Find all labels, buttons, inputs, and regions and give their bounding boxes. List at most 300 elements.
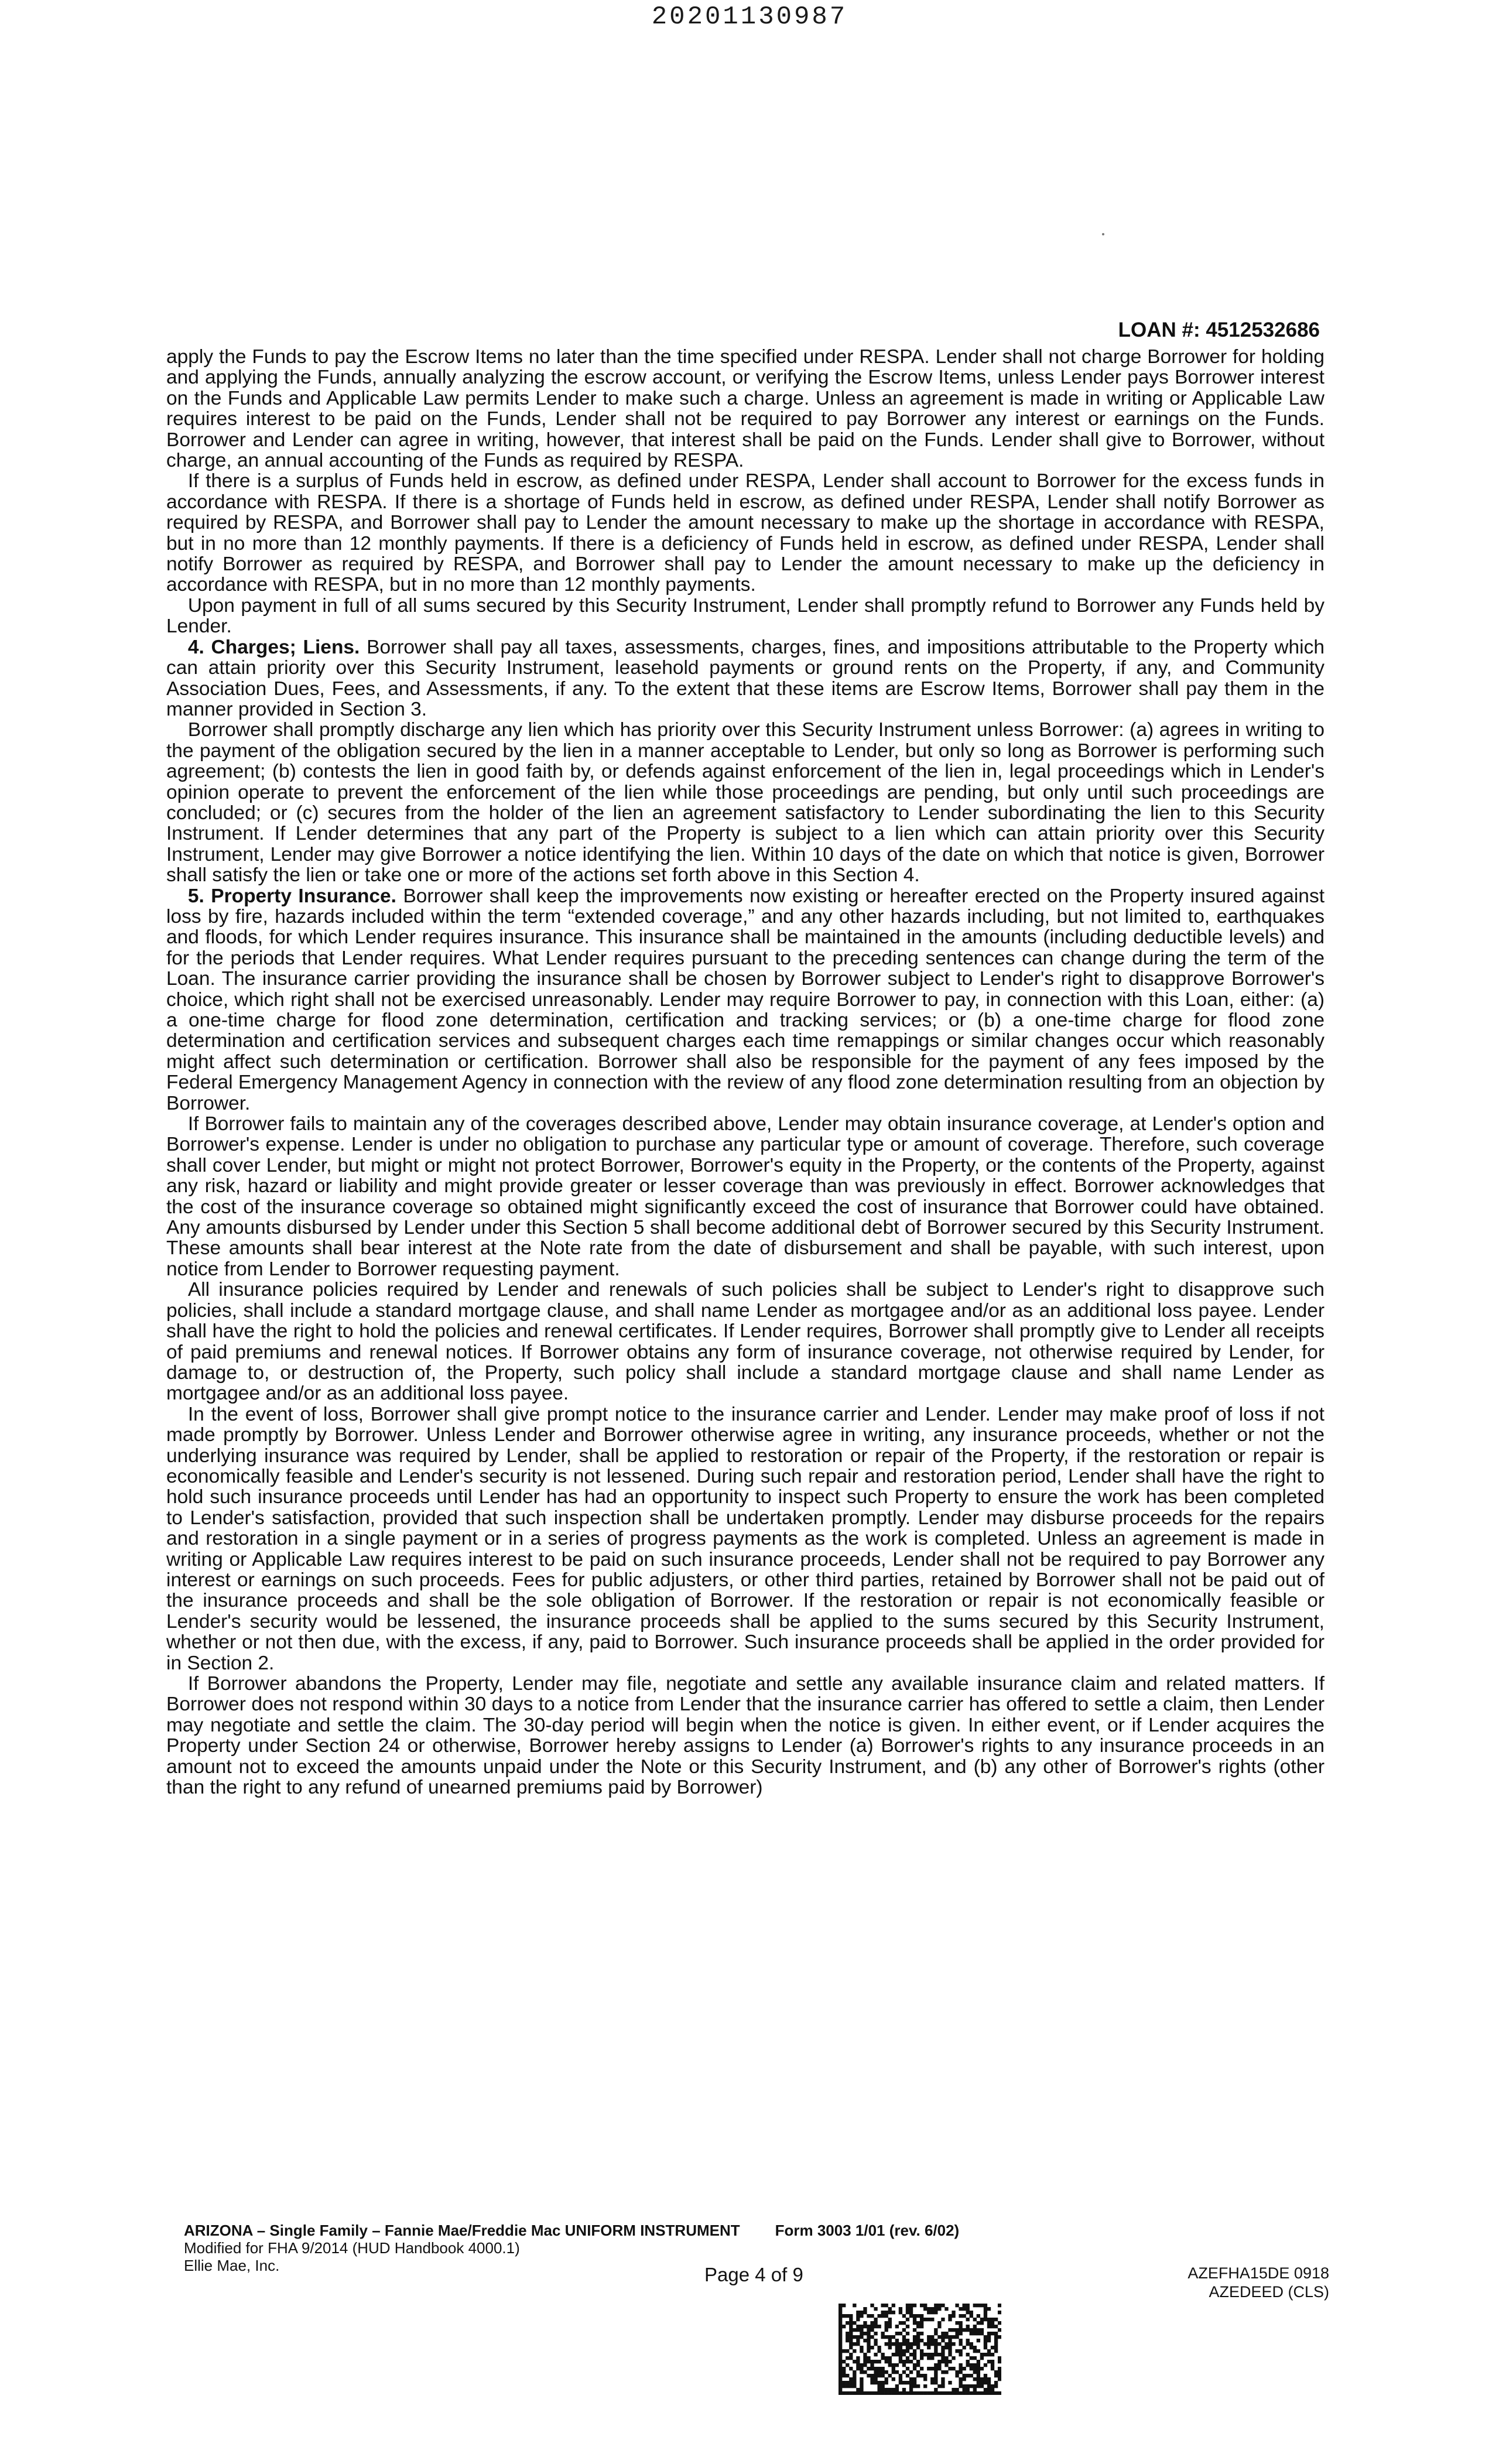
barcode-module	[937, 2335, 941, 2339]
barcode-module	[913, 2356, 916, 2360]
barcode-module	[899, 2360, 902, 2363]
barcode-module	[892, 2388, 895, 2391]
barcode-module	[920, 2314, 923, 2318]
barcode-module	[934, 2374, 937, 2377]
barcode-module	[839, 2311, 842, 2314]
barcode-module	[963, 2384, 966, 2388]
document-number: 20201130987	[651, 2, 848, 32]
barcode-module	[856, 2318, 860, 2321]
barcode-module	[863, 2321, 867, 2325]
barcode-module	[839, 2321, 842, 2325]
barcode-module	[863, 2391, 867, 2395]
scan-speck	[1102, 233, 1104, 235]
barcode-module	[998, 2360, 1001, 2363]
barcode-module	[973, 2367, 977, 2370]
barcode-module	[937, 2391, 941, 2395]
barcode-module	[944, 2346, 948, 2349]
barcode-module	[991, 2367, 994, 2370]
barcode-module	[966, 2353, 970, 2356]
barcode-module	[874, 2325, 877, 2328]
barcode-module	[867, 2391, 870, 2395]
page-number: Page 4 of 9	[704, 2264, 803, 2285]
barcode-module	[941, 2304, 944, 2307]
barcode-module	[994, 2381, 998, 2384]
barcode-module	[849, 2321, 853, 2325]
barcode-module	[934, 2304, 937, 2307]
barcode-module	[934, 2353, 937, 2356]
barcode-module	[948, 2367, 952, 2370]
barcode-module	[977, 2377, 980, 2381]
barcode-module	[977, 2381, 980, 2384]
barcode-module	[955, 2349, 959, 2353]
barcode-module	[916, 2325, 920, 2328]
barcode-module	[899, 2332, 902, 2335]
barcode-module	[839, 2388, 842, 2391]
barcode-module	[877, 2374, 881, 2377]
barcode-module	[877, 2388, 881, 2391]
barcode-module	[955, 2335, 959, 2339]
barcode-module	[846, 2339, 849, 2342]
barcode-module	[888, 2360, 892, 2363]
barcode-module	[987, 2339, 991, 2342]
barcode-module	[920, 2325, 923, 2328]
loan-label: LOAN #:	[1118, 319, 1200, 341]
barcode-module	[984, 2314, 987, 2318]
barcode-module	[839, 2307, 842, 2311]
barcode-module	[856, 2311, 860, 2314]
paragraph-coverage-failure: If Borrower fails to maintain any of the coverages described above, Lender may obtain insurance coverage, at Lender's option and Borrower's expense. Lender is under no obligation to purchase any particular type or amount of coverage. Therefore, such coverage shall cover Lender, but might or might not protect Borrower, Borrower's equity in the Property, or the contents of the Property, against any risk, hazard or liability and might provide greater or lesser coverage than was previously in effect. Borrower acknowledges that the cost of the insurance coverage so obtained might significantly exceed the cost of insurance that Borrower could have obtained. Any amounts disbursed by Lender under this Section 5 shall become additional debt of Borrower secured by this Security Instrument. These amounts shall bear interest at the Note rate from the date of disbursement and shall be payable, with such interest, upon notice from Lender to Borrower requesting payment.	[166, 1113, 1325, 1280]
barcode-module	[867, 2335, 870, 2339]
barcode-module	[906, 2381, 909, 2384]
barcode-module	[839, 2374, 842, 2377]
barcode-module	[955, 2374, 959, 2377]
barcode-module	[860, 2314, 863, 2318]
barcode-module	[994, 2339, 998, 2342]
paragraph-insurance-policies: All insurance policies required by Lender and renewals of such policies shall be subject to Lender's right to disapprove such policies, shall include a standard mortgage clause, and shall name Lender as mortgagee and/or as an additional loss payee. Lender shall have the right to hold the policies and renewal certificates. If Lender requires, Borrower shall promptly give to Lender all receipts of paid premiums and renewal notices. If Borrower obtains any form of insurance coverage, not otherwise required by Lender, for damage to, or destruction of, the Property, such policy shall include a standard mortgage clause and shall name Lender as mortgagee and/or as an additional loss payee.	[166, 1279, 1325, 1405]
barcode-module	[913, 2384, 916, 2388]
barcode-module	[874, 2360, 877, 2363]
barcode-module	[927, 2339, 930, 2342]
barcode-module	[874, 2321, 877, 2325]
barcode-module	[874, 2353, 877, 2356]
barcode-module	[856, 2388, 860, 2391]
barcode-module	[885, 2304, 888, 2307]
barcode-module	[927, 2335, 930, 2339]
barcode-module	[909, 2311, 913, 2314]
barcode-module	[870, 2304, 874, 2307]
barcode-module	[941, 2346, 944, 2349]
barcode-module	[916, 2391, 920, 2395]
footer-company: Ellie Mae, Inc.	[184, 2257, 280, 2274]
barcode-module	[913, 2391, 916, 2395]
barcode-module	[906, 2325, 909, 2328]
barcode-module	[902, 2328, 906, 2332]
barcode-module	[959, 2328, 962, 2332]
barcode-module	[963, 2307, 966, 2311]
barcode-module	[895, 2391, 899, 2395]
barcode-module	[863, 2307, 867, 2311]
barcode-module	[959, 2367, 962, 2370]
barcode-module	[959, 2332, 962, 2335]
barcode-module	[977, 2370, 980, 2374]
barcode-module	[984, 2342, 987, 2346]
barcode-module	[839, 2367, 842, 2370]
barcode-module	[892, 2370, 895, 2374]
barcode-module	[853, 2360, 856, 2363]
barcode-module	[902, 2349, 906, 2353]
barcode-module	[881, 2304, 885, 2307]
barcode-module	[856, 2360, 860, 2363]
barcode-module	[902, 2353, 906, 2356]
barcode-module	[970, 2311, 973, 2314]
paragraph-funds-application: apply the Funds to pay the Escrow Items no later than the time specified under RESPA. Lender shall not charge Borrower for holding and applying the Funds, annually analyzing the escrow account, or verifying the Escrow Items, unless Lender pays Borrower interest on the Funds and Applicable Law permits Lender to make such a charge. Unless an agreement is made in writing or Applicable Law requires interest to be paid on the Funds, Lender shall not be required to pay Borrower any interest or earnings on the Funds. Borrower and Lender can agree in writing, however, that interest shall be paid on the Funds. Lender shall give to Borrower, without charge, an annual accounting of the Funds as required by RESPA.	[166, 346, 1325, 472]
barcode-module	[849, 2318, 853, 2321]
barcode-module	[944, 2363, 948, 2367]
barcode-module	[867, 2360, 870, 2363]
barcode-module	[948, 2314, 952, 2318]
barcode-module	[839, 2325, 842, 2328]
barcode-module	[902, 2391, 906, 2395]
barcode-module	[877, 2381, 881, 2384]
barcode-module	[984, 2346, 987, 2349]
barcode-module	[906, 2311, 909, 2314]
barcode-module	[892, 2311, 895, 2314]
barcode-module	[842, 2381, 846, 2384]
barcode-module	[987, 2384, 991, 2388]
barcode-module	[913, 2367, 916, 2370]
barcode-module	[984, 2318, 987, 2321]
barcode-module	[977, 2374, 980, 2377]
barcode-module	[952, 2342, 955, 2346]
barcode-module	[966, 2391, 970, 2395]
barcode-module	[856, 2325, 860, 2328]
barcode-module	[909, 2391, 913, 2395]
barcode-module	[885, 2388, 888, 2391]
barcode-module	[973, 2384, 977, 2388]
barcode-module	[977, 2391, 980, 2395]
barcode-module	[892, 2391, 895, 2395]
section-4-paragraph	[166, 637, 1325, 720]
barcode-module	[973, 2377, 977, 2381]
barcode-module	[948, 2318, 952, 2321]
barcode-module	[963, 2367, 966, 2370]
barcode-module	[870, 2346, 874, 2349]
barcode-module	[860, 2381, 863, 2384]
barcode-module	[853, 2335, 856, 2339]
barcode-module	[895, 2332, 899, 2335]
barcode-module	[867, 2356, 870, 2360]
barcode-module	[874, 2332, 877, 2335]
barcode-module	[941, 2339, 944, 2342]
barcode-module	[877, 2391, 881, 2395]
barcode-module	[930, 2307, 934, 2311]
barcode-module	[998, 2311, 1001, 2314]
barcode-module	[885, 2370, 888, 2374]
barcode-module	[839, 2339, 842, 2342]
barcode-module	[853, 2391, 856, 2395]
barcode-module	[952, 2328, 955, 2332]
barcode-module	[906, 2304, 909, 2307]
barcode-module	[984, 2377, 987, 2381]
barcode-module	[863, 2356, 867, 2360]
barcode-module	[963, 2391, 966, 2395]
barcode-module	[923, 2384, 927, 2388]
barcode-module	[930, 2342, 934, 2346]
barcode-module	[902, 2388, 906, 2391]
barcode-module	[909, 2307, 913, 2311]
barcode-module	[877, 2360, 881, 2363]
barcode-module	[977, 2314, 980, 2318]
barcode-module	[839, 2353, 842, 2356]
barcode-module	[895, 2325, 899, 2328]
barcode-module	[860, 2363, 863, 2367]
barcode-module	[909, 2377, 913, 2381]
barcode-module	[916, 2360, 920, 2363]
barcode-module	[970, 2314, 973, 2318]
barcode-module	[991, 2353, 994, 2356]
barcode-module	[885, 2356, 888, 2360]
barcode-module	[888, 2374, 892, 2377]
barcode-module	[934, 2339, 937, 2342]
barcode-module	[867, 2349, 870, 2353]
barcode-module	[966, 2342, 970, 2346]
barcode-module	[955, 2391, 959, 2395]
barcode-module	[839, 2314, 842, 2318]
footer-instrument: – Single Family – Fannie Mae/Freddie Mac UNIFORM INSTRUMENT	[252, 2222, 740, 2239]
barcode-module	[881, 2374, 885, 2377]
barcode-module	[874, 2391, 877, 2395]
barcode-module	[966, 2325, 970, 2328]
barcode-module	[846, 2321, 849, 2325]
barcode-module	[902, 2370, 906, 2374]
section-4-title: 4. Charges; Liens.	[187, 636, 360, 658]
barcode-module	[870, 2367, 874, 2370]
barcode-module	[895, 2370, 899, 2374]
barcode-module	[984, 2335, 987, 2339]
footer-code-2: AZEDEED (CLS)	[1209, 2283, 1329, 2301]
barcode-module	[885, 2311, 888, 2314]
barcode-module	[937, 2342, 941, 2346]
barcode-module	[870, 2335, 874, 2339]
barcode-module	[966, 2304, 970, 2307]
barcode-module	[941, 2318, 944, 2321]
barcode-module	[937, 2360, 941, 2363]
barcode-module	[941, 2377, 944, 2381]
barcode-module	[998, 2304, 1001, 2307]
barcode-module	[923, 2304, 927, 2307]
barcode-module	[853, 2370, 856, 2374]
barcode-module	[934, 2381, 937, 2384]
barcode-module	[867, 2314, 870, 2318]
barcode-module	[839, 2360, 842, 2363]
barcode-module	[846, 2356, 849, 2360]
barcode-module	[934, 2346, 937, 2349]
barcode-module	[909, 2346, 913, 2349]
barcode-module	[998, 2367, 1001, 2370]
barcode-module	[991, 2391, 994, 2395]
barcode-module	[881, 2388, 885, 2391]
footer-modified: Modified for FHA 9/2014 (HUD Handbook 4000.1)	[184, 2239, 520, 2257]
barcode-module	[955, 2304, 959, 2307]
barcode-module	[863, 2325, 867, 2328]
barcode-module	[998, 2370, 1001, 2374]
barcode-module	[853, 2304, 856, 2307]
barcode-module	[888, 2339, 892, 2342]
barcode-module	[973, 2356, 977, 2360]
barcode-module	[874, 2381, 877, 2384]
barcode-module	[849, 2367, 853, 2370]
barcode-module	[916, 2321, 920, 2325]
barcode-module	[842, 2360, 846, 2363]
barcode-module	[846, 2391, 849, 2395]
barcode-module	[927, 2353, 930, 2356]
barcode-module	[994, 2325, 998, 2328]
barcode-module	[888, 2321, 892, 2325]
barcode-module	[895, 2342, 899, 2346]
barcode-module	[892, 2342, 895, 2346]
barcode-module	[906, 2391, 909, 2395]
barcode-module	[952, 2356, 955, 2360]
barcode-module	[959, 2370, 962, 2374]
barcode-module	[948, 2353, 952, 2356]
barcode-module	[973, 2346, 977, 2349]
barcode-module	[963, 2377, 966, 2381]
barcode-module	[934, 2332, 937, 2335]
barcode-module	[937, 2384, 941, 2388]
barcode-module	[849, 2314, 853, 2318]
barcode-module	[952, 2314, 955, 2318]
barcode-module	[849, 2384, 853, 2388]
barcode-module	[867, 2339, 870, 2342]
barcode-module	[973, 2304, 977, 2307]
barcode-module	[977, 2349, 980, 2353]
section-5-paragraph	[166, 886, 1325, 1114]
barcode-module	[902, 2381, 906, 2384]
barcode-module	[885, 2381, 888, 2384]
barcode-module	[902, 2321, 906, 2325]
barcode-module	[860, 2388, 863, 2391]
barcode-module	[839, 2346, 842, 2349]
barcode-module	[948, 2339, 952, 2342]
barcode-module	[987, 2388, 991, 2391]
barcode-module	[966, 2374, 970, 2377]
barcode-module	[863, 2311, 867, 2314]
barcode-module	[994, 2374, 998, 2377]
barcode-module	[846, 2349, 849, 2353]
barcode-module	[839, 2304, 842, 2307]
barcode-module	[916, 2370, 920, 2374]
barcode-module	[941, 2332, 944, 2335]
barcode-module	[934, 2342, 937, 2346]
barcode-module	[870, 2325, 874, 2328]
barcode-module	[944, 2370, 948, 2374]
barcode-module	[994, 2384, 998, 2388]
barcode-module	[839, 2363, 842, 2367]
barcode-module	[888, 2311, 892, 2314]
barcode-module	[860, 2391, 863, 2395]
section-5-text: Borrower shall keep the improvements now existing or hereafter erected on the Property insured against loss by fire, hazards included within the term “extended coverage,” and any other hazards including, but not limited to, earthquakes and floods, for which Lender requires insurance. This insurance shall be maintained in the amounts (including deductible levels) and for the periods that Lender requires. What Lender requires pursuant to the preceding sentences can change during the term of the Loan. The insurance carrier providing the insurance shall be chosen by Borrower subject to Lender's right to disapprove Borrower's choice, which right shall not be exercised unreasonably. Lender may require Borrower to pay, in connection with this Loan, either: (a) a one-time charge for flood zone determination, certification and tracking services; or (b) a one-time charge for flood zone determination and certification services and subsequent charges each time remappings or similar changes occur which reasonably might affect such determination or certification. Borrower shall also be responsible for the payment of any fees imposed by the Federal Emergency Management Agency in connection with the review of any flood zone determination resulting from an objection by Borrower.	[166, 885, 1325, 1114]
barcode-module	[863, 2353, 867, 2356]
barcode-module	[920, 2304, 923, 2307]
barcode-module	[944, 2332, 948, 2335]
barcode-module	[906, 2367, 909, 2370]
barcode-module	[853, 2321, 856, 2325]
barcode-module	[863, 2360, 867, 2363]
barcode-module	[955, 2321, 959, 2325]
barcode-module	[952, 2335, 955, 2339]
barcode-module	[920, 2318, 923, 2321]
barcode-module	[839, 2377, 842, 2381]
barcode-module	[888, 2346, 892, 2349]
barcode-module	[860, 2325, 863, 2328]
barcode-module	[895, 2353, 899, 2356]
barcode-module	[899, 2356, 902, 2360]
barcode-module	[860, 2332, 863, 2335]
barcode-module	[963, 2346, 966, 2349]
barcode-module	[977, 2360, 980, 2363]
barcode-module	[980, 2381, 984, 2384]
barcode-module	[927, 2346, 930, 2349]
barcode-module	[998, 2356, 1001, 2360]
barcode-module	[930, 2335, 934, 2339]
barcode-module	[877, 2367, 881, 2370]
barcode-module	[839, 2332, 842, 2335]
barcode-module	[994, 2342, 998, 2346]
footer-state: ARIZONA	[184, 2222, 253, 2239]
barcode-module	[874, 2318, 877, 2321]
barcode-module	[970, 2332, 973, 2335]
barcode-module	[973, 2318, 977, 2321]
barcode-module	[941, 2356, 944, 2360]
barcode-module	[955, 2370, 959, 2374]
barcode-module	[977, 2367, 980, 2370]
barcode-module	[913, 2318, 916, 2321]
barcode-module	[913, 2353, 916, 2356]
barcode-module	[991, 2363, 994, 2367]
barcode-module	[930, 2356, 934, 2360]
barcode-module	[913, 2335, 916, 2339]
barcode-module	[839, 2349, 842, 2353]
section-5-title: 5. Property Insurance.	[187, 885, 396, 907]
barcode-module	[987, 2377, 991, 2381]
barcode-module	[895, 2346, 899, 2349]
barcode-module	[959, 2339, 962, 2342]
barcode-module	[984, 2374, 987, 2377]
barcode-module	[839, 2356, 842, 2360]
barcode-module	[895, 2388, 899, 2391]
barcode-module	[849, 2356, 853, 2360]
barcode-module	[874, 2342, 877, 2346]
barcode-module	[902, 2360, 906, 2363]
barcode-module	[867, 2328, 870, 2332]
paragraph-abandonment: If Borrower abandons the Property, Lender may file, negotiate and settle any available insurance claim and related matters. If Borrower does not respond within 30 days to a notice from Lender that the insurance carrier has offered to settle a claim, then Lender may negotiate and settle the claim. The 30-day period will begin when the notice is given. In either event, or if Lender acquires the Property under Section 24 or otherwise, Borrower hereby assigns to Lender (a) Borrower's rights to any insurance proceeds in an amount not to exceed the amounts unpaid under the Note or this Security Instrument, and (b) any other of Borrower's rights (other than the right to any refund of unearned premiums paid by Borrower)	[166, 1673, 1325, 1799]
barcode-module	[930, 2339, 934, 2342]
barcode-module	[906, 2360, 909, 2363]
barcode-module	[909, 2388, 913, 2391]
barcode-module	[941, 2349, 944, 2353]
barcode-module	[941, 2381, 944, 2384]
barcode-module	[856, 2328, 860, 2332]
barcode-module	[944, 2342, 948, 2346]
barcode-module	[899, 2349, 902, 2353]
barcode-module	[959, 2381, 962, 2384]
barcode-module	[963, 2328, 966, 2332]
barcode-module	[888, 2342, 892, 2346]
barcode-module	[980, 2391, 984, 2395]
barcode-module	[885, 2325, 888, 2328]
barcode-module	[994, 2335, 998, 2339]
barcode-module	[899, 2311, 902, 2314]
